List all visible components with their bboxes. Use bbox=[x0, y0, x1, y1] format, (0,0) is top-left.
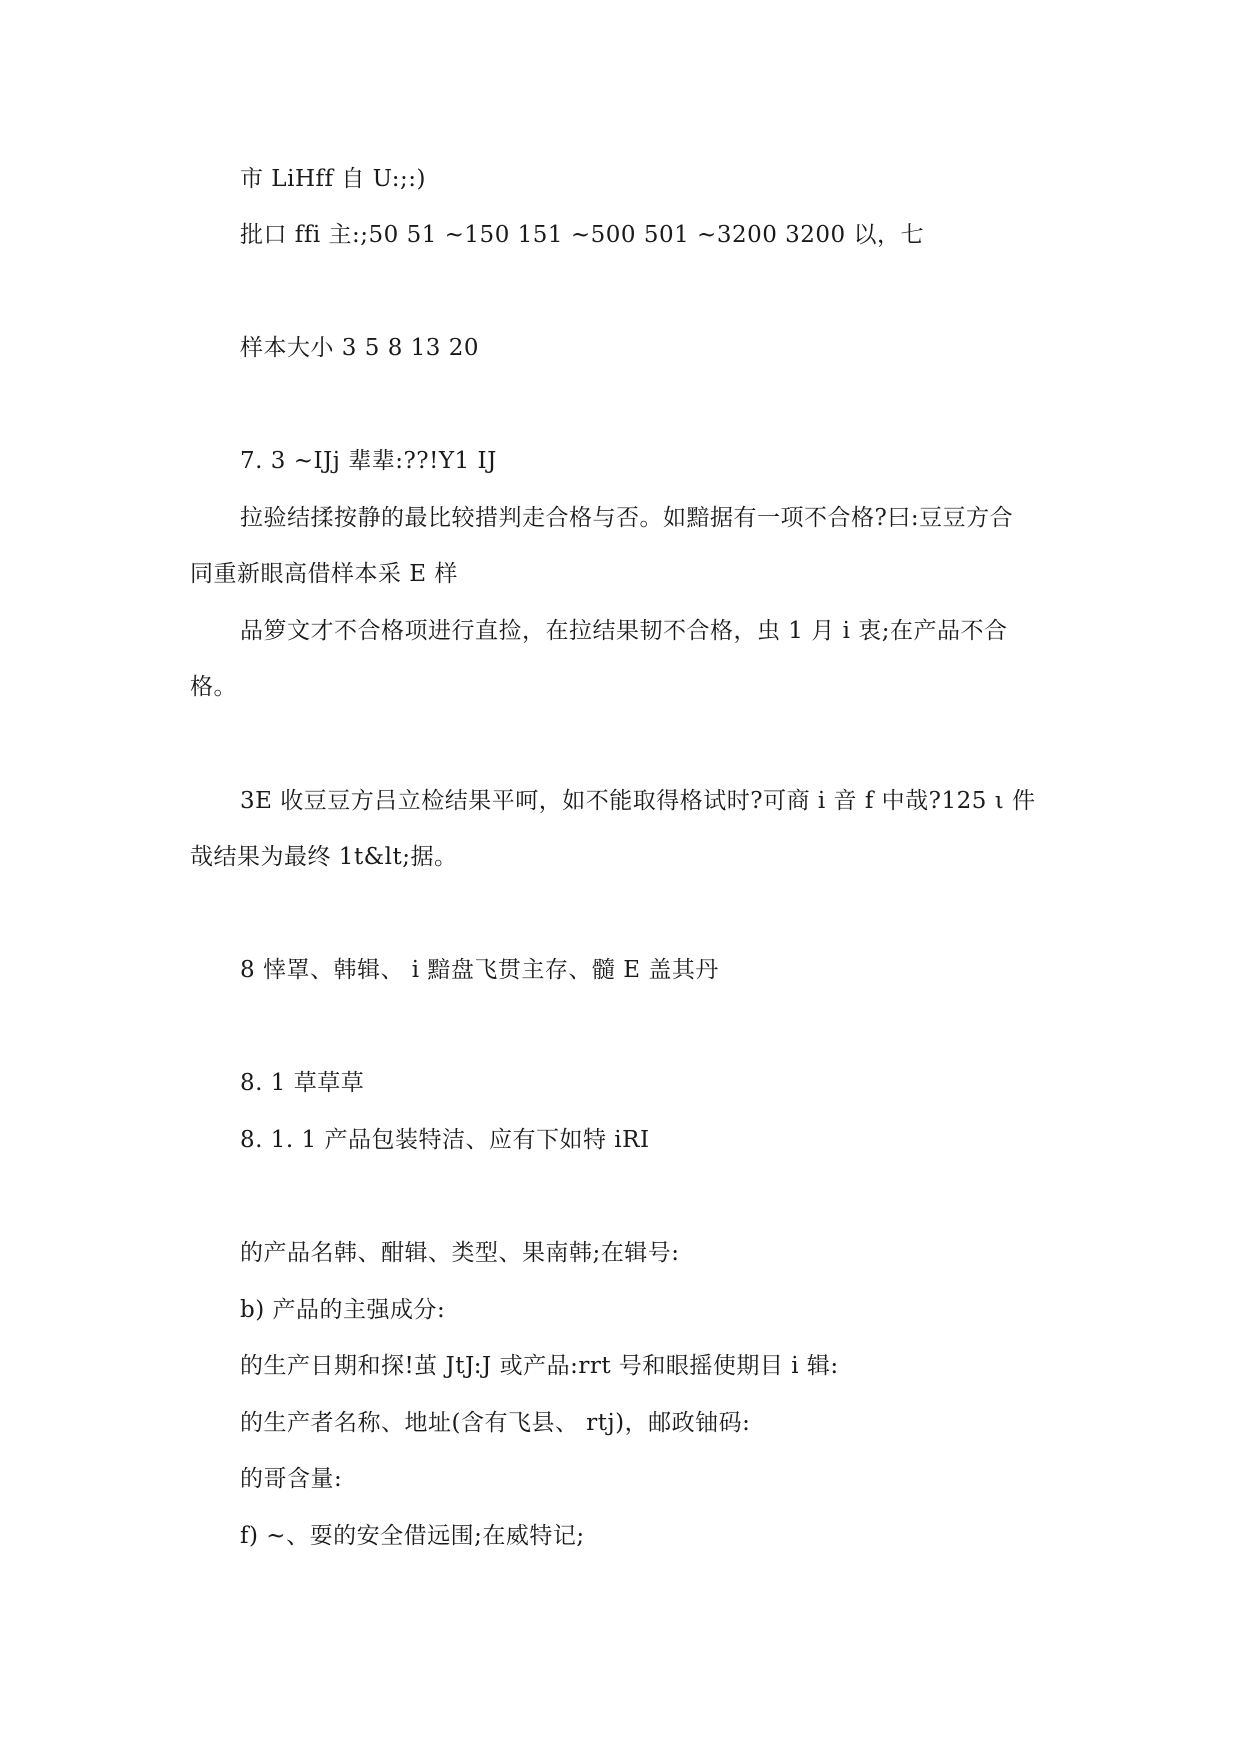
list-item: 的产品名韩、酣辑、类型、果南韩;在辑号: bbox=[240, 1240, 680, 1266]
list-item: b) 产品的主强成分: bbox=[240, 1297, 446, 1323]
text-line: 样本大小 3 5 8 13 20 bbox=[240, 335, 479, 361]
text-line: 格。 bbox=[190, 674, 237, 700]
text-line: 拉验结揉按静的最比较措判走合格与否。如黯据有一项不合格?曰:豆豆方合 bbox=[240, 505, 1014, 531]
list-item: 的生产者名称、地址(含有飞县、 rtj)，邮政铀码: bbox=[240, 1410, 751, 1436]
list-item: 的生产日期和探!茧 JtJ:J 或产品:rrt 号和眼摇使期目 i 辑: bbox=[240, 1353, 839, 1379]
list-item: 的哥含量: bbox=[240, 1466, 343, 1492]
text-line: 哉结果为最终 1t&lt;据。 bbox=[190, 844, 458, 870]
section-heading: 8 悻罩、韩辑、 i 黯盘飞贯主存、髓 E 盖其丹 bbox=[240, 957, 719, 983]
text-line: 批口 ffi 主:;50 51 ~150 151 ~500 501 ~3200 3200 以，七 bbox=[240, 222, 925, 248]
text-line: 同重新眼高借样本采 E 样 bbox=[190, 561, 458, 587]
section-heading: 8. 1 草草草 bbox=[240, 1070, 365, 1096]
list-item: f) ~、耍的安全借远围;在威特记; bbox=[240, 1523, 585, 1549]
text-line: 市 LiHff 自 U:;:) bbox=[240, 166, 426, 192]
section-heading: 7. 3 ~IJj 辈辈:??!Y1 IJ bbox=[240, 448, 497, 474]
text-line: 品箩文才不合格项进行直捡，在拉结果韧不合格，虫 1 月 i 衷;在产品不合 bbox=[240, 618, 1008, 644]
text-line: 3E 收豆豆方吕立检结果平呵，如不能取得格试时?可商 i 音 f 中哉?125 ι 件 bbox=[240, 788, 1036, 814]
section-heading: 8. 1. 1 产品包装特洁、应有下如特 iRI bbox=[240, 1127, 650, 1153]
